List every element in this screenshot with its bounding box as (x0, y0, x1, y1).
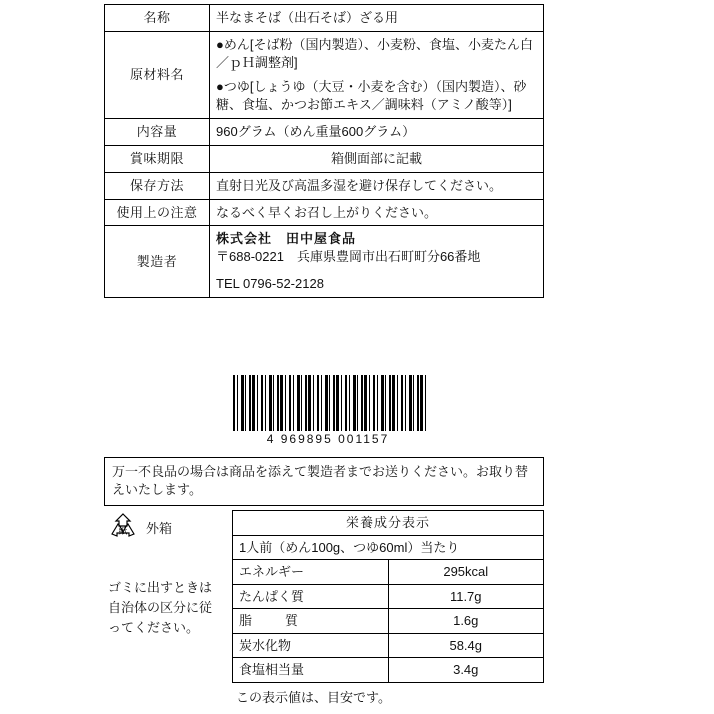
nutrition-value-fat: 1.6g (388, 609, 544, 634)
table-row (105, 5, 544, 32)
nutrition-name-protein: たんぱく質 (233, 584, 389, 609)
spec-value-ingredients (210, 31, 544, 118)
spec-label-name: 名称 (105, 5, 210, 32)
spec-value-storage: 直射日光及び高温多湿を避け保存してください。 (210, 172, 544, 199)
nutrition-block (232, 510, 544, 706)
table-row (233, 560, 544, 585)
nutrition-value-protein: 11.7g (388, 584, 544, 609)
table-row (105, 226, 544, 298)
table-row (105, 145, 544, 172)
nutrition-name-fat: 脂 質 (233, 609, 389, 634)
barcode-block (104, 375, 544, 457)
nutrition-title: 栄養成分表示 (233, 511, 544, 536)
spec-value-name: 半なまそば（出石そば）ざる用 (210, 5, 544, 32)
nutrition-name-carbs: 炭水化物 (233, 633, 389, 658)
nutrition-value-carbs: 58.4g (388, 633, 544, 658)
barcode-digits: 4 969895 001157 (266, 432, 390, 446)
paper-recycle-icon (108, 512, 138, 542)
manufacturer-tel: TEL 0796-52-2128 (216, 276, 324, 292)
table-row (233, 609, 544, 634)
spec-label-content: 内容量 (105, 118, 210, 145)
recycle-label: 外箱 (146, 520, 173, 536)
recycle-row (108, 512, 172, 542)
spec-label-manufacturer: 製造者 (105, 226, 210, 298)
spec-value-content: 960グラム（めん重量600グラム） (210, 118, 544, 145)
table-row (105, 118, 544, 145)
table-row (233, 511, 544, 536)
nutrition-value-salt: 3.4g (388, 658, 544, 683)
table-row (105, 31, 544, 118)
spec-value-caution: なるべく早くお召し上がりください。 (210, 199, 544, 226)
ingredient-soup: ●つゆ[しょうゆ（大豆・小麦を含む）（国内製造）、砂糖、食塩、かつお節エキス／調味料（アミノ酸等）] (216, 78, 527, 112)
defect-notice: 万一不良品の場合は商品を添えて製造者までお送りください。お取り替えいたします。 (104, 457, 544, 506)
spec-label-expiry: 賞味期限 (105, 145, 210, 172)
spec-label-ingredients: 原材料名 (105, 31, 210, 118)
table-row (105, 199, 544, 226)
nutrition-value-energy: 295kcal (388, 560, 544, 585)
nutrition-name-energy: エネルギー (233, 560, 389, 585)
table-row (233, 633, 544, 658)
nutrition-name-salt: 食塩相当量 (233, 658, 389, 683)
nutrition-table (232, 510, 544, 683)
disposal-instructions: ゴミに出すときは自治体の区分に従ってください。 (108, 580, 213, 636)
table-row (105, 172, 544, 199)
spec-label-storage: 保存方法 (105, 172, 210, 199)
manufacturer-name: 株式会社 田中屋食品 (216, 231, 357, 247)
svg-text:紙: 紙 (118, 526, 128, 536)
manufacturer-address: 〒688-0221 兵庫県豊岡市出石町町分66番地 (216, 249, 481, 265)
product-spec-table (104, 4, 544, 298)
nutrition-footnote: この表示値は、目安です。 (236, 689, 391, 705)
ingredient-noodle: ●めん[そば粉（国内製造）、小麦粉、食塩、小麦たん白／ｐＨ調整剤] (216, 36, 533, 70)
table-row (233, 584, 544, 609)
spec-value-manufacturer (210, 226, 544, 298)
spec-value-expiry: 箱側面部に記載 (210, 145, 544, 172)
nutrition-subtitle: 1人前（めん100g、つゆ60ml）当たり (233, 535, 544, 560)
table-row (233, 535, 544, 560)
spec-label-caution: 使用上の注意 (105, 199, 210, 226)
barcode-image (233, 375, 429, 431)
table-row (233, 658, 544, 683)
